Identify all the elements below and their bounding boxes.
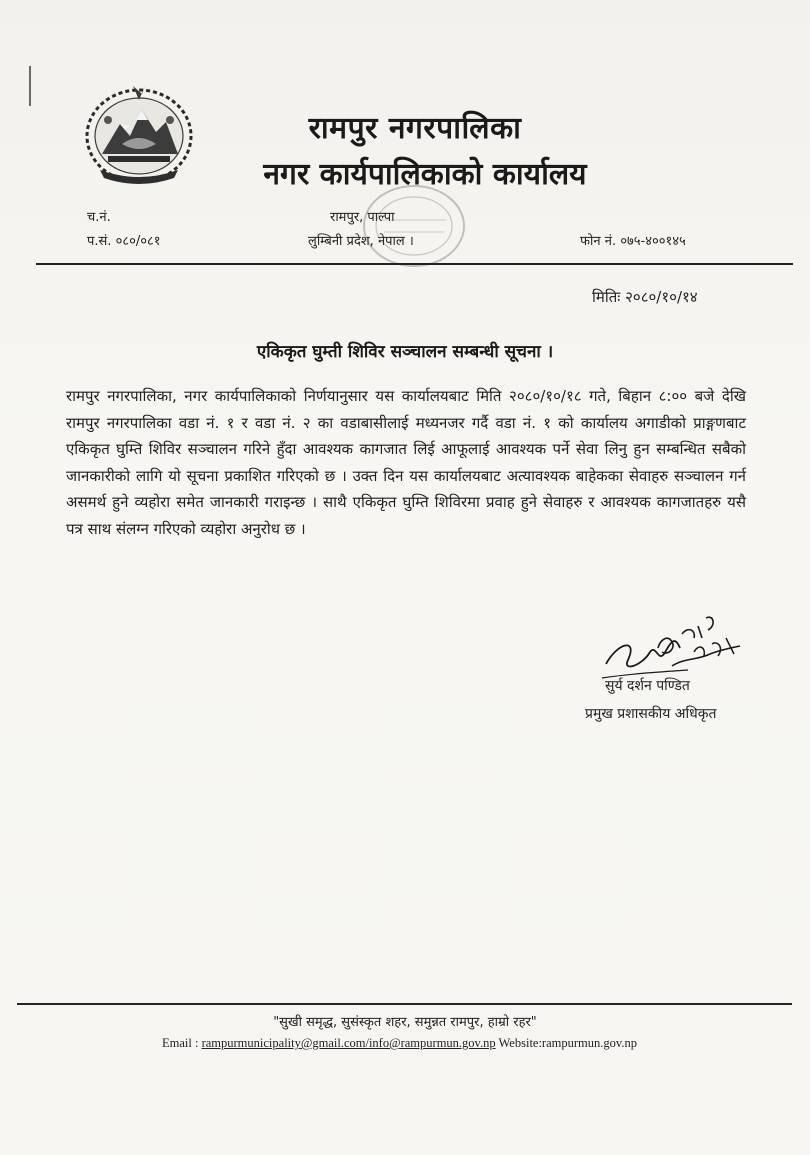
signatory-designation: प्रमुख प्रशासकीय अधिकृत [585,706,717,722]
email-label: Email : [162,1036,202,1050]
address-line-2: लुम्बिनी प्रदेश, नेपाल । [308,234,414,249]
notice-body: रामपुर नगरपालिका, नगर कार्यपालिकाको निर्णयानुसार यस कार्यालयबाट मिति २०८०/१०/१८ गते, बिहान ८:०० बजे देखि रामपुर नगरपालिका वडा नं. १ र वडा नं. २ का वडाबासीलाई मध्यनजर गर्दै वडा नं. १ को कार्यालय अगाडीको प्राङ्गणबाट एकिकृत घुम्ति शिविर सञ्चालन गरिने हुँदा आवश्यक कागजात लिई आफूलाई आवश्यक पर्ने सेवा लिनु हुन सम्बन्धित सबैको जानकारीको लागि यो सूचना प्रकाशित गरिएको छ । उक्त दिन यस कार्यालयबाट अत्यावश्यक बाहेकका सेवाहरु सञ्चालन गर्न असमर्थ हुने व्यहोरा समेत जानकारी गराइन्छ । साथै एकिकृत घुम्ति शिविरमा प्रवाह हुने सेवाहरु र आवश्यक कागजातहरु यसै पत्र साथ संलग्न गरिएको व्यहोरा अनुरोध छ । [66,387,746,538]
header-divider [36,263,793,265]
office-seal-icon [358,180,470,272]
notice-date: मितिः २०८०/१०/१४ [592,288,698,306]
nepal-emblem-icon [78,80,200,192]
email-link[interactable]: rampurmunicipality@gmail.com/info@rampurmun.gov.np [201,1036,496,1050]
phone-number: फोन नं. ०७५-४००१४५ [580,234,686,249]
notice-subject: एकिकृत घुम्ती शिविर सञ्चालन सम्बन्धी सूचना । [256,342,554,362]
footer-divider [17,1003,792,1005]
fiscal-year: प.सं. ०८०/०८१ [87,234,161,249]
website-link[interactable]: Website:rampurmun.gov.np [495,1036,637,1050]
margin-mark [29,66,31,106]
municipality-name: रामपुर नगरपालिका [308,111,522,146]
footer-contact [162,1036,637,1051]
footer-slogan: "सुखी समृद्ध, सुसंस्कृत शहर, समुन्नत रामपुर, हाम्रो रहर" [273,1015,537,1030]
office-name: नगर कार्यपालिकाको कार्यालय [263,157,587,192]
reference-number-label: च.नं. [87,210,111,225]
signatory-name: सुर्य दर्शन पण्डित [605,678,690,694]
address-line-1: रामपुर, पाल्पा [330,210,395,225]
